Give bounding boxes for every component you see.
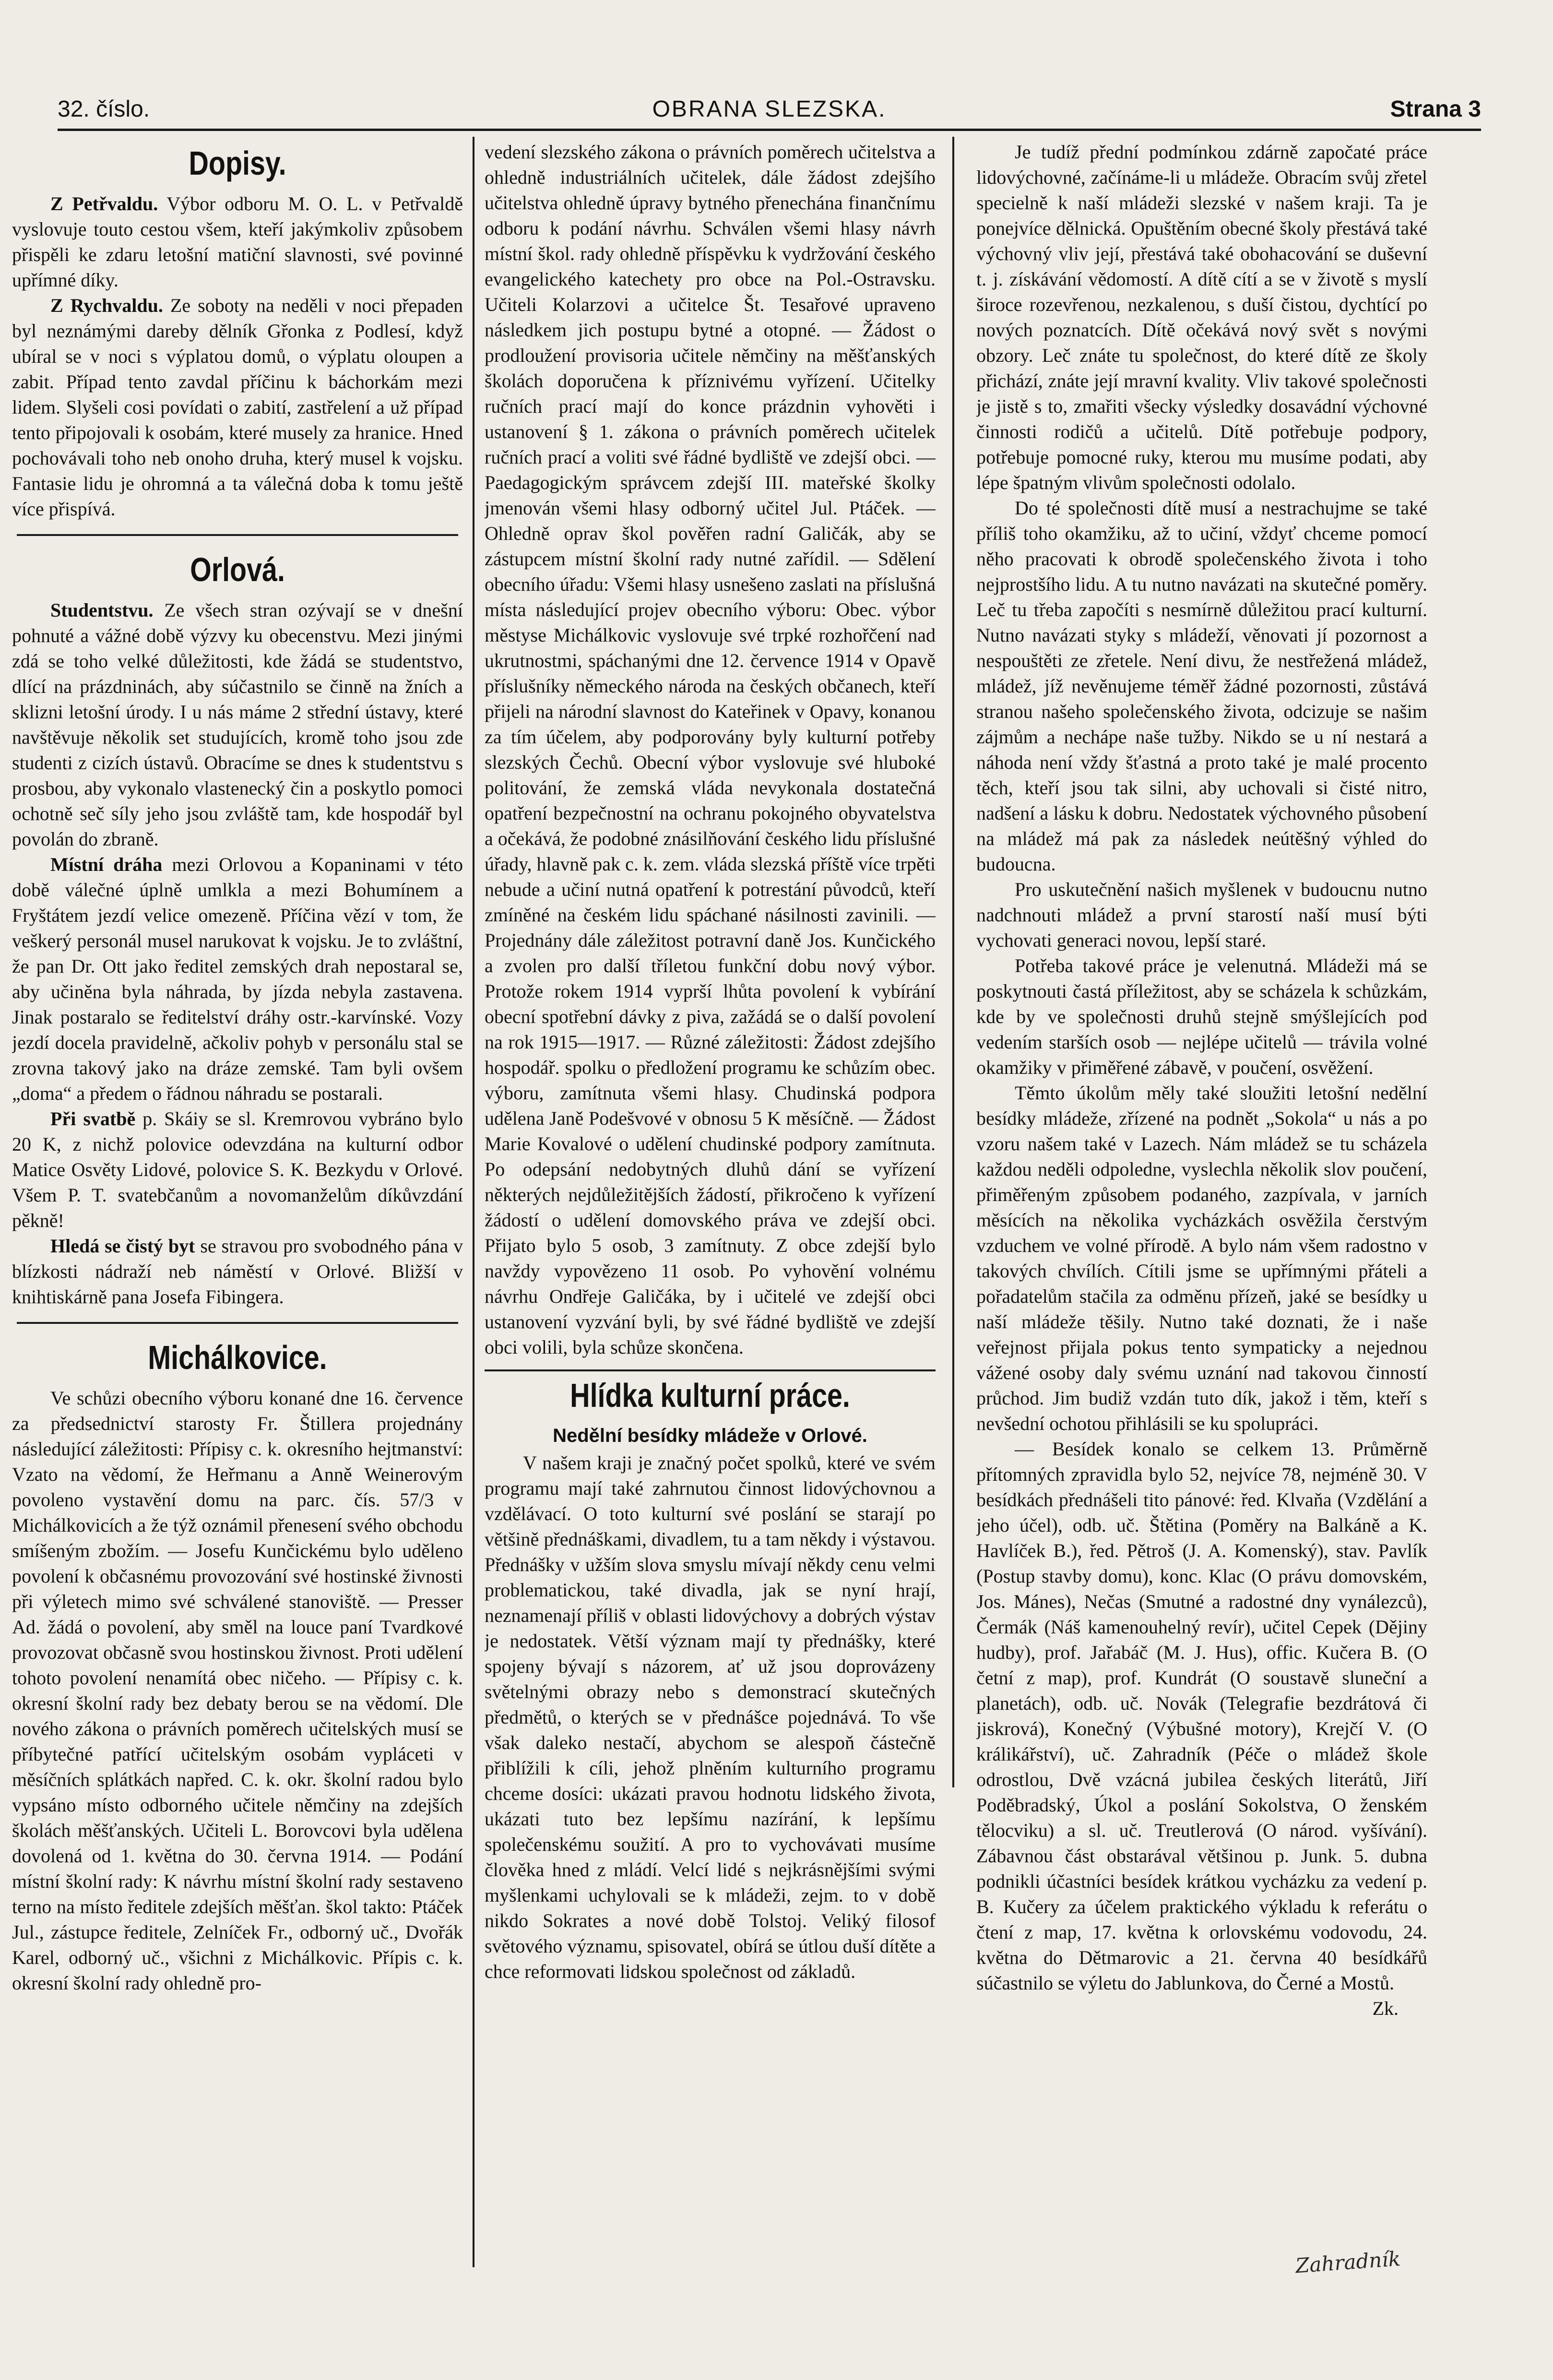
section-box-rule [485,1369,936,1371]
article-paragraph: — Besídek konalo se celkem 13. Průměrně přítomných zpravidla bylo 52, nejvíce 78, nejméně 30. V besídkách přednášeli tito pánové: řed. Klvaňa (Vzdělání a jeho účel), odb. uč. Štětina (Poměry na Balkáně a K. Havlíček B.), řed. Pětroš (J. A. Komenský), stav. Pavlík (Postup stavby domu), konc. Klac (O právu domovském, Jos. Mánes), Nečas (Smutné a radostné dny vynálezců), Čermák (Náš kamenouhelný revír), učitel Cepek (Dějiny hudby), prof. Jařabáč (M. J. Hus), offic. Kučera B. (O četní z map), prof. Kundrát (O soustavě sluneční a planetách), odb. uč. Novák (Telegrafie bezdrátová či jiskrová), Konečný (Výbušné motory), Krejčí V. (O králikářství), uč. Zahradník (Péče o mládež škole odrostlou, Dvě vzácná jubilea českých literátů, Jiří Poděbradský, Úkol a poslání Sokolstva, O ženském tělocviku) a sl. uč. Treutlerová (O národ. vyšívání). Zábavnou část obstarával většinou p. Junk. 5. dubna podnikli účastníci besídek krátkou vycházku za vedení p. B. Kučery za účelem praktického výkladu k referátu o čtení z map, 17. května k orlovskému vodovodu, 24. května do Dětmarovic a 21. června 40 besídkářů súčastnilo se výletu do Jablunkova, do Černé a Mostů. [976,1438,1427,1994]
article-paragraph: Pro uskutečnění našich myšlenek v budoucnu nutno nadchnouti mládež a první starostí naší musí býti vychovati generaci novou, lepší staré. [976,879,1427,951]
paragraph-lead: Studentstvu. [50,599,154,621]
column-divider-1 [473,137,474,2267]
article-paragraph: vedení slezského zákona o právních poměrech učitelstva a ohledně industriálních učitelek, dále žádost zdejšího učitelstva ohledně úpravy bytného přenechána finančnímu odboru k podání návrhu. Schválen všemi hlasy návrh místní škol. rady ohledně příspěvku k vydržování českého evangelického katechety pro obce na Pol.-Ostravsku. Učiteli Kolarzovi a učitelce Št. Tesařové upraveno následkem jich postupu bytné a otopné. — Žádost o prodloužení provisoria učitele němčiny na měšťanských školách doporučena k příznivému vyřízení. Učitelky ručních prací mají do konce prázdnin vyhověti i ustanovení § 1. zákona o právních poměrech učitelek ručních prací a voliti své řádné bydliště ve zdejší obci. — Paedagogickým správcem zdejší III. mateřské školky jmenován všemi hlasy odborný učitel Jul. Ptáček. — Ohledně oprav škol pověřen radní Galičák, aby se zástupcem místní školní rady nutné zařídil. — Sdělení obecního úřadu: Všemi hlasy usnešeno zaslati na příslušná místa následující projev obecního výboru: Obec. výbor městyse Michálkovic vyslovuje své trpké rozhořčení nad ukrutnostmi, spáchanými dne 12. července 1914 v Opavě příslušníky německého národa na českých občanech, kteří přijeli na národní slavnost do Kateřinek v Opavy, konanou za tím účelem, aby podporovány byly kulturní potřeby slezských Čechů. Obecní výbor vyslovuje své hluboké politování, že zemská vláda nevykonala dostatečná opatření bezpečnostní na ochranu pokojného obyvatelstva a očekává, že podobné znásilňování českého lidu příslušné úřady, hlavně pak c. k. zem. vláda slezská příště více trpěti nebude a učiní nutná opatření k potrestání původců, kteří zmíněné na českém lidu spáchané násilnosti zavinili. — Projednány dále záležitost potravní daně Jos. Kunčického a zvolen pro další tříletou funkční dobu nový výbor. Protože rokem 1914 vyprší lhůta povolení k vybírání obecní spotřební dávky z piva, zažádá se o další povolení na rok 1915—1917. — Různé záležitosti: Žádost zdejšího hospodář. spolku o předložení programu ke schůzím obec. výboru, zamítnuta všemi hlasy. Chudinská podpora udělena Janě Podešvové v obnosu 5 K měsíčně. — Žádost Marie Kovalové o udělení chudinské podpory zamítnuta. Po odepsání nedobytných dluhů dání se vyřízení některých nejdůležitějších žádostí, přikročeno k vyřízení žádostí o udělení domovského práva ve zdejší obci. Přijato bylo 5 osob, 3 zamítnuty. Z obce zdejší bylo navždy vypovězeno 11 osob. Po vyhovění volnému návrhu Ondřeje Galičáka, by i učitelé ve zdejší obci ustanovení vyzvání byli, by své řádné bydliště ve zdejší obci volili, byla schůze skončena. [485,141,936,1358]
handwritten-annotation: Zahradník [1294,2247,1401,2278]
author-signature: Zk. [1372,1998,1399,2019]
paragraph-lead: Z Petřvaldu. [50,193,158,214]
article-paragraph: Studentstvu. Ze všech stran ozývají se v dnešní pohnuté a vážné době výzvy ku obecenstvu. Mezi jinými zdá se toho velké důležitosti, kde žádá se studentstvo, dlící na prázdninách, aby súčastnilo se činně na žních a sklizni letošní úrody. I u nás máme 2 střední ústavy, které navštěvuje několik set studujících, kromě toho jsou zde studenti z cizích ústavů. Obracíme se dnes k studentstvu s prosbou, aby vykonalo vlastenecký čin a poskytlo pomoci ochotně seč síly jeho jsou zvláště tam, kde hospodář byl povolán do zbraně. [12,599,463,850]
section-heading-hlidka: Hlídka kulturní práce. [570,1377,850,1414]
paragraph-lead: Hledá se čistý byt [50,1235,195,1257]
paragraph-lead: Místní dráha [50,854,163,875]
column-3 [976,139,1427,2021]
header-rule [58,129,1481,131]
column-2 [485,139,936,1984]
article-paragraph: Je tudíž přední podmínkou zdárně započaté práce lidovýchovné, začínáme-li u mládeže. Obracím svůj zřetel specielně k naší mládeži slezské v našem kraji. Ta je ponejvíce dělnická. Opuštěním obecné školy přestává také výchovný vliv její, přestává také obohacování se duševní t. j. získávání vědomostí. A dítě cítí a se v životě s myslí široce rozevřenou, nezkalenou, s duší čistou, dychtící po nových poznatcích. Dítě očekává nový svět s novými obzory. Leč znáte tu společnost, do které dítě ze školy přichází, znáte její mravní kvality. Vliv takové společnosti je jistě s to, zmařiti všecky výsledky dosavádní výchovné činnosti rodičů a učitelů. Dítě potřebuje podpory, potřebuje pomocné ruky, kterou mu musíme podati, aby lépe špatným vlivům společnosti odolalo. [976,141,1427,493]
column-1 [12,139,463,1996]
article-paragraph: V našem kraji je značný počet spolků, které ve svém programu mají také zahrnutou činnost lidovýchovnou a vzdělávací. O toto kulturní své poslání se starají po většině přednáškami, divadlem, tu a tam někdy i výstavou. Přednášky v užším slova smyslu mívají někdy cenu velmi problematickou, také divadla, jak se nyní hrají, neznamenají příliš v oblasti lidovýchovy a dobrých výstav je nedostatek. Větší význam mají ty přednášky, které spojeny bývají s názorem, ať už jsou doprovázeny světelnými obrazy nebo s demonstrací skutečných předmětů, o kterých se v přednášce pojednává. To vše však daleko nestačí, abychom se alespoň částečně přiblížili k cíli, jehož plněním kulturního programu chceme dosíci: ukázati pravou hodnotu lidského života, ukázati tuto bez lepšímu nazírání, k lepšímu společenskému soužití. A pro to vychovávati musíme člověka hned z mládí. Velcí lidé s nejkrásnějšími svými myšlenkami uchylovali se k mládeži, zejm. to v době nikdo Sokrates a nové době Tolstoj. Veliký filosof světového významu, spisovatel, obírá se útlou duší dítěte a chce reformovati lidskou společnost od základů. [485,1452,936,1982]
article-paragraph: Ve schůzi obecního výboru konané dne 16. července za předsednictví starosty Fr. Štillera projednány následující záležitosti: Přípisy c. k. okresního hejtmanství: Vzato na vědomí, že Heřmanu a Anně Weinerovým povoleno vystavění domu na parc. čís. 57/3 v Michálkovicích a že týž oznámil přenesení svého obchodu smíšeným zbožím. — Josefu Kunčickému bylo uděleno povolení k občasnému provozování své hostinské živnosti při výletech mimo své schválené stanoviště. — Presser Ad. žádá o povolení, aby směl na louce paní Tvardkové provozovat občasně svou hostinskou živnost. Proti udělení tohoto povolení nenamítá obec ničeho. — Přípisy c. k. okresní školní rady bez debaty berou se na vědomí. Dle nového zákona o právních poměrech učitelských musí se příbytečné patřící učitelským osobám vypláceti v měsíčních splátkách napřed. C. k. okr. školní radou bylo vypsáno místo odborného učitele němčiny na zdejších školách měšťanských. Učiteli L. Borovcovi byla udělena dovolená od 1. května do 30. června 1914. — Podání místní školní rady: K návrhu místní školní rady sestaveno terno na místo ředitele zdejších měšťan. škol takto: Ptáček Jul., zástupce ředitele, Zelníček Fr., odborný uč., Dvořák Karel, odborný uč., všichni z Michálkovic. Přípis c. k. okresní školní rady ohledně pro- [12,1387,463,1994]
article-paragraph: Místní dráha mezi Orlovou a Kopaninami v této době válečné úplně umlkla a mezi Bohumínem a Fryštátem jezdí velice omezeně. Příčina vězí v tom, že veškerý personál musel narukovat k vojsku. Je to zvláštní, že pan Dr. Ott jako ředitel zemských drah nepostaral se, aby učiněna byla náhrada, by jízda nebyla zastavena. Jinak postaralo se ředitelství dráhy ostr.-karvínské. Vozy jezdí docela pravidelně, ačkoliv pohyb v personálu stal se zrovna takový jako na dráze zemské. Tam byli ovšem „doma“ a předem o řádnou náhradu se postarali. [12,854,463,1104]
section-heading-orlova: Orlová. [190,551,285,588]
article-paragraph: Potřeba takové práce je velenutná. Mládeži má se poskytnouti častá příležitost, aby se scházela k schůzkám, kde by ve společnosti druhů stejně smýšlejících pod vedením starších osob — nejlépe učitelů — trávila volné okamžiky v přiměřené zábavě, v poučení, osvěžení. [976,955,1427,1078]
article-paragraph: Při svatbě p. Skáiy se sl. Kremrovou vybráno bylo 20 K, z nichž polovice odevzdána na kulturní odbor Matice Osvěty Lidové, polovice S. K. Bezkydu v Orlové. Všem P. T. svatebčanům a novomanželům díkůvzdání pěkně! [12,1108,463,1231]
newspaper-title: OBRANA SLEZSKA. [652,96,887,122]
section-separator [17,1322,458,1324]
paragraph-lead: Při svatbě [50,1108,136,1130]
section-heading-michalkovice: Michálkovice. [148,1339,327,1376]
page-number: Strana 3 [1390,96,1481,122]
page-header [58,96,1481,130]
article-paragraph: Z Petřvaldu. Výbor odboru M. O. L. v Petřvaldě vyslovuje touto cestou všem, kteří jakýmkoliv způsobem přispěli ke zdaru letošní matiční slavnosti, své povinné upřímné díky. [12,193,463,291]
issue-number: 32. číslo. [58,96,150,122]
paragraph-lead: Z Rychvaldu. [50,295,163,316]
column-divider-2 [952,137,954,1787]
section-separator [17,534,458,536]
article-subheading: Nedělní besídky mládeže v Orlové. [553,1425,867,1446]
article-paragraph: Z Rychvaldu. Ze soboty na neděli v noci přepaden byl neznámými dareby dělník Gřonka z Podlesí, když ubíral se v noci s výplatou domů, o výplatu oloupen a zabit. Případ tento zavdal příčinu k báchorkám mezi lidem. Slyšeli cosi povídati o zabití, zastřelení a už případ tento připojovali k osobám, které musely za hranice. Hned pochovávali toho neb onoho druha, který musel k vojsku. Fantasie lidu je ohromná a ta válečná doba k tomu ještě více přispívá. [12,295,463,520]
section-heading-dopisy: Dopisy. [189,144,286,182]
article-paragraph: Těmto úkolům měly také sloužiti letošní nedělní besídky mládeže, zřízené na podnět „Sokola“ u nás a po vzoru našem také v Lazech. Nám mládež se tu scházela každou neděli odpoledne, vyslechla několik slov poučení, přiměřeným způsobem podaného, zazpívala, v jarních měsících na několika vycházkách osvěžila čerstvým vzduchem ve volné přírodě. A bylo nám všem radostno v takových chvílích. Cítili jsme se upřímnými přáteli a pořadatelům stačila za odměnu přízeň, jaké se besídky u naší mládeže těšily. Nutno také doznati, že i naše veřejnost přijala pokus tento sympaticky a nejednou vážené osoby daly svému uznání nad takovou činností průchod. Jim budiž vzdán tuto dík, jakož i těm, kteří s nevšední ochotou přihlásili se ku spolupráci. [976,1082,1427,1434]
article-paragraph: Hledá se čistý byt se stravou pro svobodného pána v blízkosti nádraží neb náměstí v Orlové. Bližší v knihtiskárně pana Josefa Fibingera. [12,1235,463,1308]
article-paragraph: Do té společnosti dítě musí a nestrachujme se také příliš toho okamžiku, až to učiní, vždyť chceme pomocí něho pracovati k obrodě společenského života i toho nejprostšího lidu. A tu nutno navázati na skutečné poměry. Leč tu třeba započíti s nesmírně důležitou prací kulturní. Nutno navázati styky s mládeží, věnovati jí pozornost a nespouštěti ze zřetele. Není divu, že nestřežená mládež, mládež, jíž nevěnujeme téměř žádné pozornosti, zůstává stranou našeho společenského života, odcizuje se našim zájmům a nechápe naše tužby. Nikdo se u ní nestará a náhoda není vždy šťastná a proto také je malé procento těch, kteří jsou tak silni, aby uchovali si čisté nitro, nadšení a lásku k dobru. Nedostatek výchovného působení na mládež má pak za následek neútěšný výhled do budoucna. [976,497,1427,875]
